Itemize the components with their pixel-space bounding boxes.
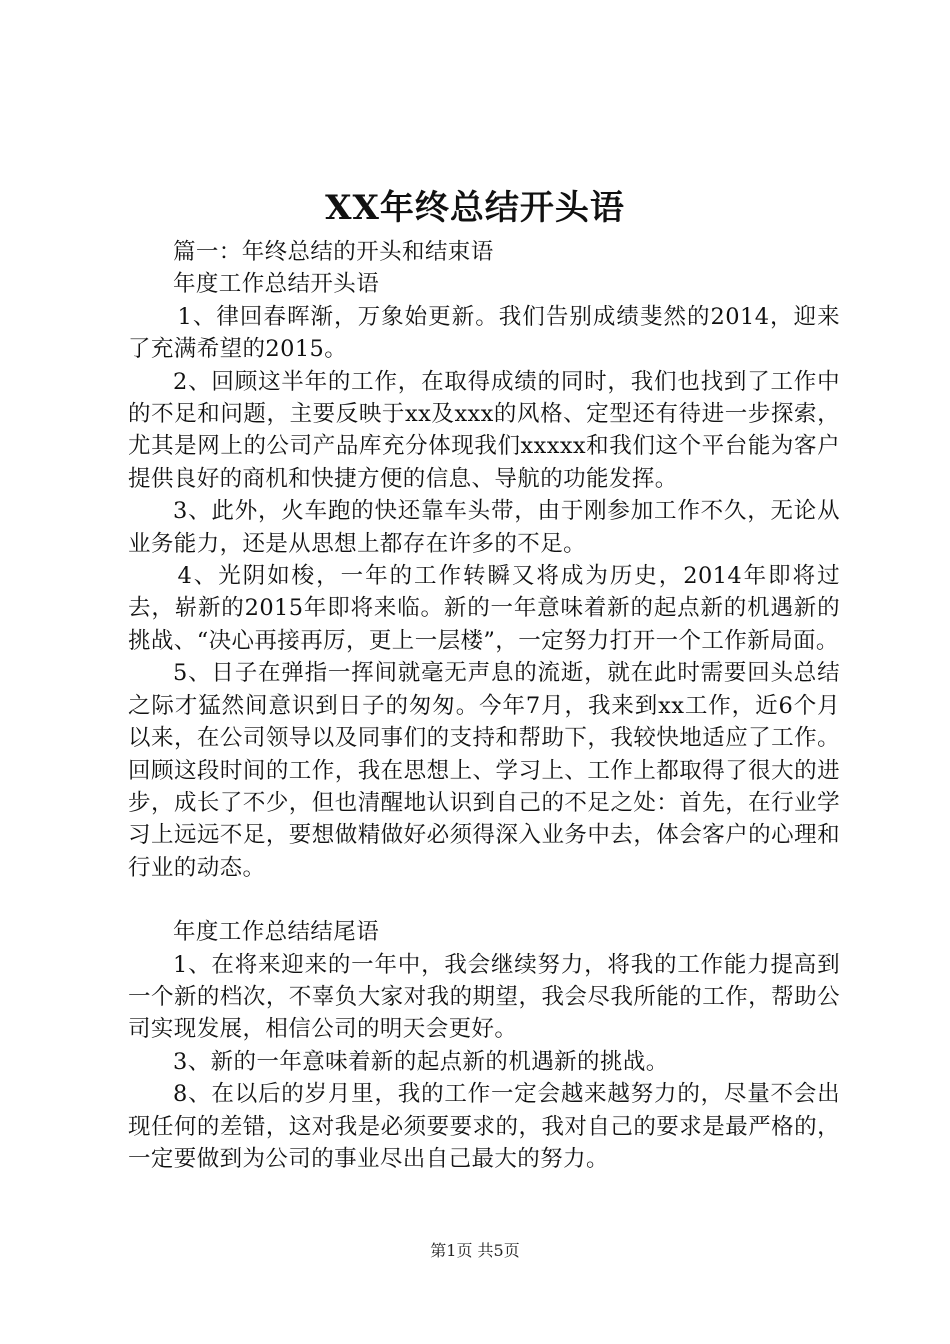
closing-item-3: 3、新的一年意味着新的起点新的机遇新的挑战。 xyxy=(173,1048,669,1075)
closing-item-1: 1、在将来迎来的一年中，我会继续努力，将我的工作能力提高到一个新的档次，不辜负大家对我的期望，我会尽我所能的工作，帮助公司实现发展，相信公司的明天会更好。 xyxy=(128,951,840,1043)
section-heading: 篇一：年终总结的开头和结束语 xyxy=(173,239,494,265)
closing-heading: 年度工作总结结尾语 xyxy=(173,919,380,946)
paragraph-gap xyxy=(128,884,840,916)
opening-item-3: 3、此外，火车跑的快还靠车头带，由于刚参加工作不久，无论从业务能力，还是从思想上都存在许多的不足。 xyxy=(128,498,840,557)
opening-item-4: 4、光阴如梭，一年的工作转瞬又将成为历史，2014年即将过去，崭新的2015年即将来临。新的一年意味着新的起点新的机遇新的挑战、“决心再接再厉，更上一层楼”，一定努力打开一个工作新局面。 xyxy=(128,563,840,654)
opening-item-2: 2、回顾这半年的工作，在取得成绩的同时，我们也找到了工作中的不足和问题，主要反映于xx及xxx的风格、定型还有待进一步探索，尤其是网上的公司产品库充分体现我们xxxxx和我们这个平台能为客户提供良好的商机和快捷方便的信息、导航的功能发挥。 xyxy=(128,368,840,492)
document-body xyxy=(128,236,840,1175)
closing-item-8: 8、在以后的岁月里，我的工作一定会越来越努力的，尽量不会出现任何的差错，这对我是必须要要求的，我对自己的要求是最严格的，一定要做到为公司的事业尽出自己最大的努力。 xyxy=(128,1081,840,1172)
page-footer: 第1页 共5页 xyxy=(430,1241,520,1260)
opening-item-1: 1、律回春晖渐，万象始更新。我们告别成绩斐然的2014，迎来了充满希望的2015。 xyxy=(128,303,840,363)
opening-item-5: 5、日子在弹指一挥间就毫无声息的流逝，就在此时需要回头总结之际才猛然间意识到日子的匆匆。今年7月，我来到xx工作，近6个月以来，在公司领导以及同事们的支持和帮助下，我较快地适应了工作。回顾这段时间的工作，我在思想上、学习上、工作上都取得了很大的进步，成长了不少，但也清醒地认识到自己的不足之处：首先，在行业学习上远远不足，要想做精做好必须得深入业务中去，体会客户的心理和行业的动态。 xyxy=(128,660,840,881)
opening-heading: 年度工作总结开头语 xyxy=(173,271,380,298)
document-title: XX年终总结开头语 xyxy=(325,188,625,228)
